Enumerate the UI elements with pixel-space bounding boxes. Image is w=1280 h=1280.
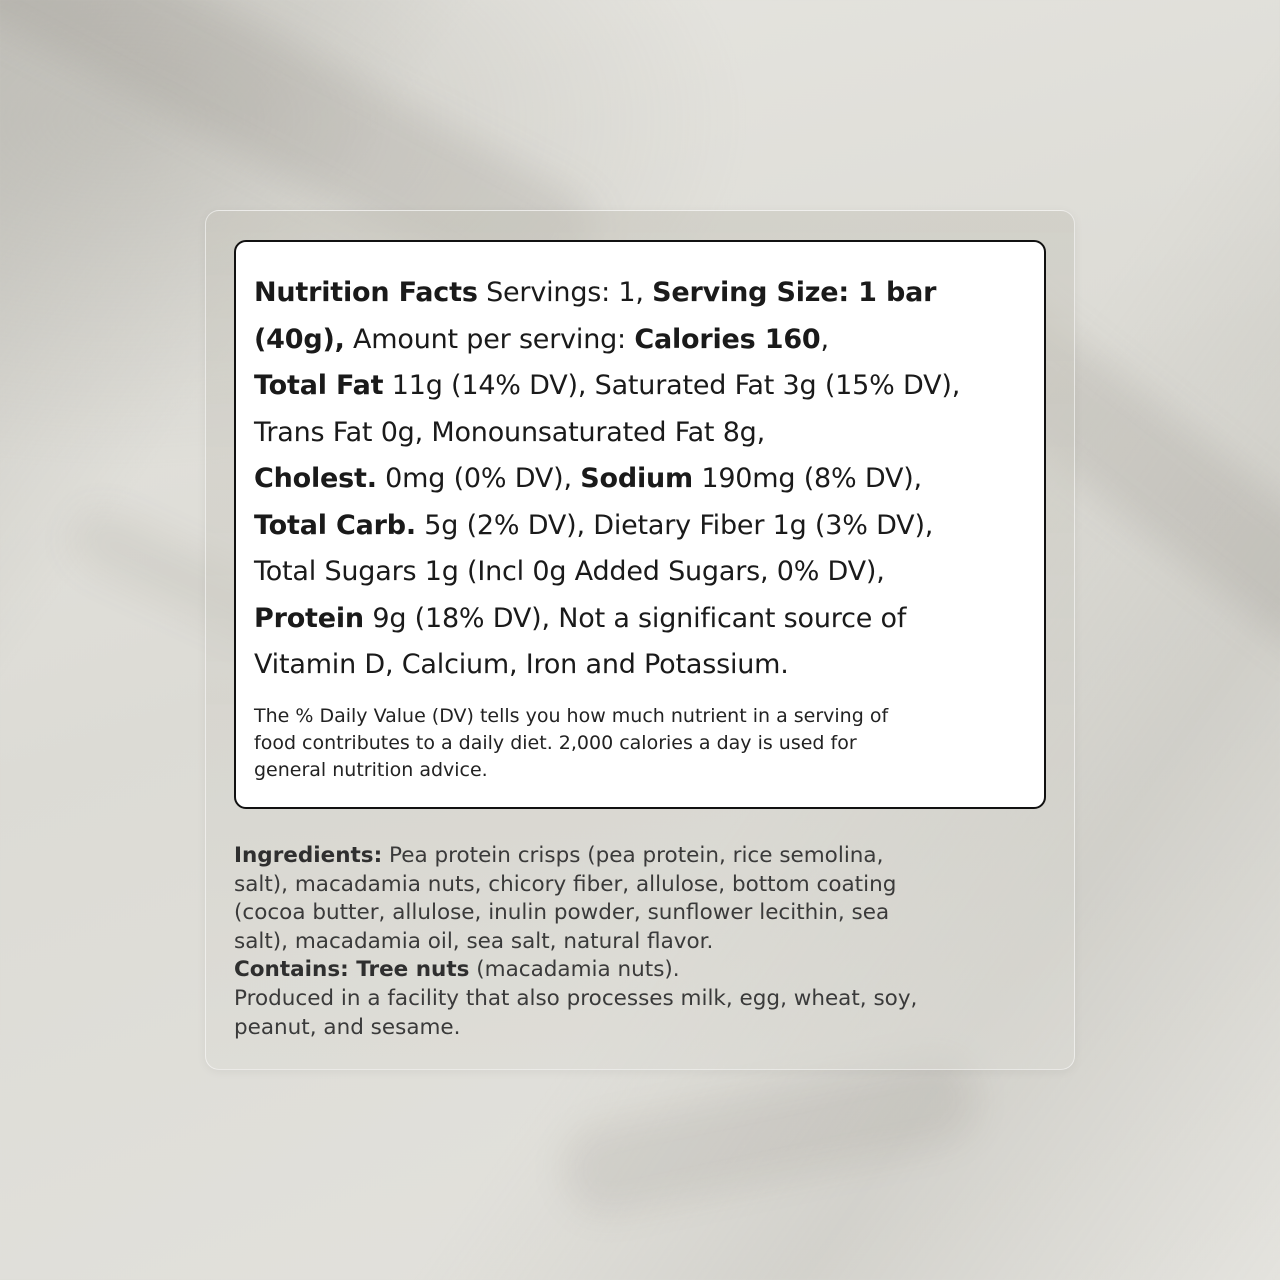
contains-line xyxy=(234,956,1064,985)
vitamins: Vitamin D, Calcium, Iron and Potassium. xyxy=(254,649,789,680)
protein-value: 9g (18% DV), Not a significant source of xyxy=(363,602,907,634)
ingredients-line: salt), macadamia oil, sea salt, natural flavor. xyxy=(234,928,714,954)
note-line: food contributes to a daily diet. 2,000 calories a day is used for xyxy=(254,731,857,754)
cholesterol-label: Cholest. xyxy=(254,463,377,494)
note-line: The % Daily Value (DV) tells you how much nutrient in a serving of xyxy=(254,704,889,727)
contains-label: Contains: Tree nuts xyxy=(234,957,470,983)
ingredients-label: Ingredients: xyxy=(234,843,383,868)
amount-per-serving: Amount per serving: xyxy=(344,323,635,355)
serving-size-weight: (40g), xyxy=(254,323,345,355)
total-fat-label: Total Fat xyxy=(254,370,384,401)
facts-line xyxy=(254,549,1026,596)
facts-line xyxy=(254,596,1026,643)
protein-label: Protein xyxy=(254,602,364,634)
nutrition-facts-title: Nutrition Facts xyxy=(254,277,478,308)
sugars: Total Sugars 1g (Incl 0g Added Sugars, 0% DV), xyxy=(254,556,885,587)
background-shadow xyxy=(555,1047,985,1222)
sodium-label: Sodium xyxy=(580,463,693,494)
serving-size-label: Serving Size: 1 bar xyxy=(652,277,937,308)
facts-line xyxy=(254,410,1026,457)
calories-comma: , xyxy=(820,323,829,355)
facts-line xyxy=(254,642,1026,689)
ingredients-text: Pea protein crisps (pea protein, rice semolina, xyxy=(382,843,884,868)
nutrition-facts-text xyxy=(254,270,1026,689)
calories: Calories 160 xyxy=(634,323,821,355)
daily-value-note xyxy=(254,703,1026,784)
ingredients-section xyxy=(234,842,1064,1042)
trans-mono-fat: Trans Fat 0g, Monounsaturated Fat 8g, xyxy=(254,416,765,448)
sodium-value: 190mg (8% DV), xyxy=(692,463,922,494)
facility-line: Produced in a facility that also processes milk, egg, wheat, soy, xyxy=(234,985,918,1011)
total-carb-label: Total Carb. xyxy=(254,509,416,541)
ingredients-line: salt), macadamia nuts, chicory fiber, allulose, bottom coating xyxy=(234,871,897,897)
contains-value: (macadamia nuts). xyxy=(469,957,680,983)
cholesterol-value: 0mg (0% DV), xyxy=(376,463,581,494)
ingredients-line xyxy=(234,842,1064,871)
facts-line xyxy=(254,363,1026,410)
facts-line xyxy=(254,270,1026,317)
facts-line xyxy=(254,456,1026,503)
note-line: general nutrition advice. xyxy=(254,758,488,781)
total-fat-value: 11g (14% DV), Saturated Fat 3g (15% DV), xyxy=(383,370,961,401)
nutrition-facts-box xyxy=(234,240,1046,809)
facts-line xyxy=(254,503,1026,550)
total-carb-value: 5g (2% DV), Dietary Fiber 1g (3% DV), xyxy=(415,509,934,541)
facts-line xyxy=(254,317,1026,364)
servings: Servings: 1, xyxy=(477,277,653,308)
facility-line: peanut, and sesame. xyxy=(234,1014,461,1040)
ingredients-line: (cocoa butter, allulose, inulin powder, sunflower lecithin, sea xyxy=(234,900,890,926)
